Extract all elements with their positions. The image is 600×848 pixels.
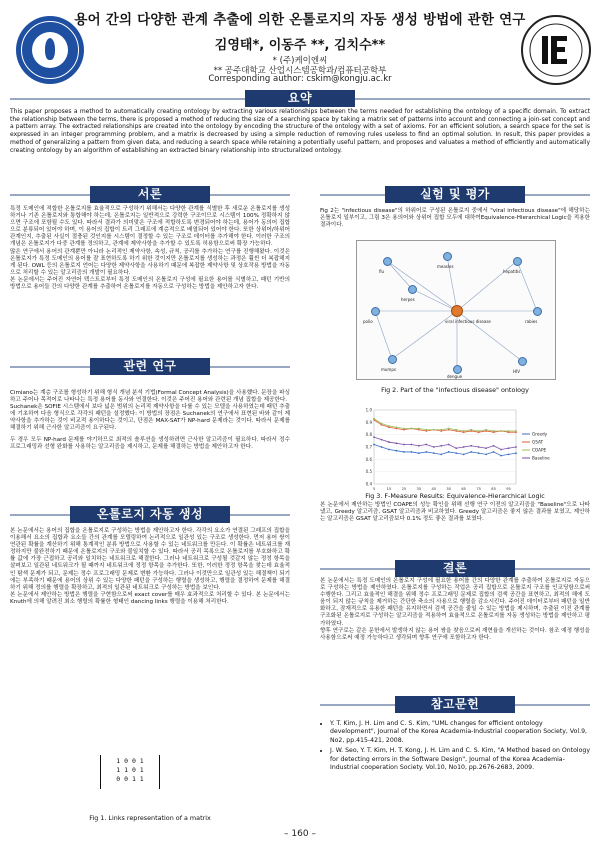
affiliation-1: * (주)케이엔씨 — [272, 56, 328, 66]
data-point — [515, 446, 517, 448]
data-point — [403, 444, 405, 446]
conclusion-text — [320, 578, 590, 642]
data-point — [508, 430, 510, 432]
intro-heading: 서론 — [90, 186, 210, 203]
data-point — [478, 452, 480, 454]
references-list — [320, 720, 590, 774]
references-heading: 참고문헌 — [395, 696, 515, 713]
ontology-label: HIV — [513, 369, 520, 374]
data-point — [455, 429, 457, 431]
data-point — [396, 450, 398, 452]
ontology-node — [443, 252, 452, 261]
data-point — [425, 451, 427, 453]
y-tick-label: 0.7 — [365, 444, 372, 450]
conclusion-heading: 결론 — [395, 560, 515, 577]
data-point — [508, 447, 510, 449]
ontology-node — [533, 307, 542, 316]
fmeasure-chart — [356, 404, 556, 496]
intro-paragraph-1: 특정 도메인에 적합한 온톨로지를 효율적으로 구성하기 위해서는 다양한 관계를 식별한 후 새로운 온톨로지를 생성하거나 기존 온톨로지와 통합해야 하는데, 온톨로지는 일반적으로 강력한 구조이므로 시스템이 100% 정확하지 않으면 구조에 포함될 수도 있다. 따라서 결과가 의미맞은 구조에 적합하도록 변경되어야 하는데, 용어가 동의어 집합으로 분류되어 있어야 하며, 이 용어의 집합이 트리 그래프에 계층적으로 배열되어 있어야 한다. 또한 상위어/하위어 관계인지, 추출된 사실이 절충된 것인지를 시스템이 결정할 수 있는 구조로 데이터를 추가해야 한다. 이러한 구조의 개념은 온톨로지가 다중 관계를 정의하고, 관계에 제약사항을 추가할 수 있도록 허용함으로써 확장 가능하다. — [10, 206, 290, 248]
ontology-graph — [356, 240, 556, 380]
matrix-row: 0 0 1 1 — [116, 775, 144, 783]
reference-item: • J. W. Seo, Y. T. Kim, H. T. Kong, J. H. Lim and C. S. Kim, "A Method based on Ontology for detecting errors in the Software Design", Journal of the Korea Academia-Industrial cooperation Society. Vol.10, No10, pp.2676-2683, 2009. — [330, 747, 590, 772]
ontology-label: hepatitis — [503, 269, 521, 274]
ontology-label: rabies — [525, 319, 538, 324]
data-point — [373, 444, 375, 446]
data-point — [463, 446, 465, 448]
data-point — [433, 429, 435, 431]
data-point — [463, 454, 465, 456]
method-paragraph-2: 본 논문에서 제안하는 방법은 행렬을 구현함으로써 exact cover를 매우 효과적으로 처리할 수 있다. 본 논문에서는 Knuth에 의해 알려진 최소 행렬의 확률한 형태인 dancing links 행렬을 이용해 처리한다. — [10, 591, 290, 605]
conclusion-paragraph-1: 본 논문에서는 특정 도메인의 온톨로지 구성에 필요한 용어를 간의 다양한 관계를 추출하여 온톨로지로 자동으로 구성하는 방법을 제안하였다. 온톨로지를 구성하는 작업은 공리 집합으로 온톨로지 구조를 인코딩함으로써 수행한다. 그리고 효율적인 해결을 위해 정수 프로그래밍 문제로 집합의 검색 공간을 표현하고, 최적의 해에 도움이 되지 않는 규칙을 제거하는 간단한 축소의 사용으로 행렬을 감소시킨다. 주어진 데이터로부터 패턴을 일반화하고, 잠재적으로 유용한 패턴을 유지하면서 검색 공간을 줄일 수 있는 방법을 제시하며, 추출된 이진 관계를 구조화된 온톨로지로 구성하는 알고리즘을 적용하여 효율적으로 온톨로지를 자동 생성하는 방법을 제안하고 평가하였다. — [320, 578, 590, 627]
legend-label: COAPE — [532, 447, 547, 453]
x-tick-label: 15 — [386, 487, 392, 491]
y-tick-label: 1.0 — [365, 407, 372, 413]
related-paragraph-3: 두 경우 모두 NP-hard 문제를 야기하므로 최적의 솔루션을 생성하려면 근사한 알고리즘이 필요하다. 따라서 정수 프로그래밍과 선형 완화를 사용하는 알고리즘을 제시하고, 문제를 해결하는 방법을 제안하고자 한다. — [10, 436, 290, 450]
method-paragraph-1: 본 논문에서는 용어의 집합을 온톨로지로 구성하는 방법을 제안하고자 한다. 각각의 요소가 연결된 그래프의 집합을 이용해서 요소의 집합과 요소들 간의 관계를 모델링하여 논리적으로 일관성 있는 구조로 생성한다. 먼저 용어 쌍이 연관된 확률을 계산하기 위해 통계적인 분류 방법으로 사용할 수 있는 네트워크를 만든다. 이 확률은 네트워크를 재정하지만 불완전하기 때문에 온톨로지의 구조와 불일치할 수 있다. 따라서 공리 목록으로 온톨로지를 부호화하고 확률 값에 가장 근접하고 공리와 일치하는 네트워크로 해결한다. 그러나 네트워크로 구성될 것같지 않는 정정 항목을 살펴보고 일관된 네트워크가 될 때까지 네트워크에 정정 항목을 추가한다. 또한, 이러한 정정 항목을 찾는데 효율적인 탐색 문제가 되고, 문제는 정수 프로그래밍 문제로 변환 가능하다. 그러나 이것만으로 일관성 있는 해결책이 되기에는 부족하기 때문에 용어의 상위 수 있는 다양한 패턴을 구성하는 행렬을 생성하고, 행렬을 결정하여 문제를 해결하기 위해 정의를 행렬을 확장하고, 최적의 일관된 네트워크로 구성하는 방법을 보인다. — [10, 528, 290, 591]
data-point — [485, 447, 487, 449]
data-point — [455, 447, 457, 449]
ontology-label: measles — [437, 264, 454, 269]
data-point — [381, 446, 383, 448]
intro-text — [10, 206, 290, 291]
data-point — [485, 429, 487, 431]
affiliation-2: ** 공주대학교 산업시스템공학과/컴퓨터공학부 — [213, 66, 387, 76]
corresponding-author: Corresponding author: cskim@kongju.ac.kr — [208, 74, 392, 84]
experiment-text-2: 본 논문에서 제안하는 방법인 COAPE의 성능 확인을 위해 선행 연구 이전의 알고리즘을 "Baseline"으로 나타냈고, Greedy 알고리즘, GSAT 알고리즘과 비교하였다. Greedy 알고리즘은 좋지 않은 결과를 보였고, 제안하는 알고리즘은 GSAT 알고리즘보다 0.1% 정도 좋은 결과를 보였다. — [320, 502, 590, 523]
y-tick-label: 0.9 — [365, 419, 372, 425]
data-point — [381, 423, 383, 425]
abstract-text: This paper proposes a method to automatically creating ontology by extracting various relationships between the terms needed for establishing the ontology of a specific domain. To extract the relationship between the terms, there is proposed a method of reducing the size of a searching space by taking a matrix set of patterns into account and connecting a join-set concept and a pattern array. The extracted relationships are created into the ontology by encoding the structure of the ontology with a set of axioms. For an efficient solution, a search space for the set is expressed in an integer programming problem, and a matrix is decreased by using a simple reduction of removing rules useless to find an optimal solution. In result, this paper provides a method of generalizing a pattern from given data, and reducing a search space while retaining a potentially useful pattern, and proposes and valuates a method of efficiently and automatically creating ontology by an algorithm of establishing an extracted binary relationship into structuralized ontology. — [10, 108, 590, 154]
data-point — [440, 429, 442, 431]
data-point — [418, 452, 420, 454]
x-tick-label: 35 — [416, 487, 422, 491]
data-point — [373, 436, 375, 438]
data-point — [433, 446, 435, 448]
fig1-caption: Fig 1. Links representation of a matrix — [89, 814, 211, 822]
experiment-text-1: Fig 2는 "infectious disease"의 하위어로 구성된 온톨로지 중에서 "viral infectious disease"에 해당하는 온톨로지 일부이고, 그림 3은 용의어와 상위어 집합 모두에 대하여Equivalence-Hierarchical Logic을 적용한 결과이다. — [320, 208, 590, 229]
y-tick-label: 0.6 — [365, 456, 372, 462]
data-point — [418, 428, 420, 430]
matrix-row: 1 0 0 1 — [116, 757, 144, 765]
data-point — [410, 451, 412, 453]
data-point — [403, 428, 405, 430]
legend-label: Greedy — [532, 431, 548, 437]
data-point — [396, 426, 398, 428]
related-paragraph-1: Cimiano는 계층 구조를 형성하기 위해 형식 개념 분석 기법(Formal Concept Analysis)을 사용했다. 문장을 파싱하고 주어나 목적어로 나타나는 특정 용어를 동사와 연결한다. 이것은 주어진 용어와 관련된 개념 집합을 제공한다. — [10, 390, 290, 404]
data-point — [388, 449, 390, 451]
intro-paragraph-2: 많은 연구에서 용어의 관계뿐만 아니라 논리적인 제약사항, 속성, 규칙, 공리를 추가하는 연구를 진행해왔다. 이것은 온톨로지가 특정 도메인의 용어를 잘 표현하도록 하기 위한 것이지만 온톨로지를 생성하는 과정은 훨씬 더 복잡해지게 된다. OWL 등의 온톨로지 언어는 다양한 제약사항을 사용하기 때문에 복잡한 제약사항 및 상호작용 방법을 자동으로 처리할 수 있는 알고리즘의 개발이 필요하다. — [10, 248, 290, 276]
data-point — [410, 428, 412, 430]
ontology-node — [518, 357, 527, 366]
legend-label: Baseline — [532, 455, 550, 461]
data-point — [515, 452, 517, 454]
data-point — [448, 444, 450, 446]
data-point — [381, 439, 383, 441]
x-tick-label: 55 — [446, 487, 452, 491]
data-point — [470, 429, 472, 431]
data-point — [410, 444, 412, 446]
x-tick-label: 45 — [431, 487, 437, 491]
data-point — [478, 446, 480, 448]
data-point — [500, 455, 502, 457]
x-tick-label: 5 — [372, 487, 376, 491]
method-text — [10, 528, 290, 606]
x-tick-label: 65 — [461, 487, 466, 491]
y-tick-label: 0.8 — [365, 432, 372, 438]
data-point — [478, 430, 480, 432]
legend-label: GSAT — [532, 439, 544, 445]
reference-item: • Y. T. Kim, J. H. Lim and C. S. Kim, "UML changes for efficient ontology development", Journal of the Korea Academia-Industrial cooperation Society, Vol.9, No2, pp.415-421, 2008. — [330, 720, 590, 745]
method-heading: 온톨로지 자동 생성 — [70, 506, 230, 523]
ontology-node — [371, 307, 380, 316]
ontology-node — [388, 355, 397, 364]
authors: 김영태*, 이동주 **, 김치수** — [214, 38, 386, 53]
data-point — [440, 445, 442, 447]
ontology-label: herpes — [401, 297, 415, 302]
ontology-node — [451, 305, 463, 317]
matrix-row: 1 1 0 1 — [116, 766, 144, 774]
data-point — [425, 429, 427, 431]
conclusion-paragraph-2: 향후 연구로는 같은 문헌에서 발생하지 않는 용어 쌍을 찾음으로써 재현율을 개선하는 것이다. 참조 예정 행성을 사용함으로써 예정 가능하다고 생각되며 향후 연구에 포함하고자 한다. — [320, 627, 590, 641]
x-tick-label: 25 — [401, 487, 407, 491]
related-paragraph-2: Suchanek은 SOFIE 시스템에서 보다 넓은 범위의 논리적 제약사항을 다룰 수 있는 모델을 사용하였는데 패턴 추출에 기초하여 다음 형식으로 각각의 패턴을 설정했다: 이 방법의 장점은 Suchanek의 연구에서 표현된 바와 같이 제약사항을 추가하는 것이 비교적 용이하다는 것이고, 단점은 MAX-SAT가 NP-hard 문제라는 것이다. 따라서 문제를 해결하기 위해 근사한 알고리즘이 요구된다. — [10, 404, 290, 432]
page-number: – 160 – — [284, 829, 316, 839]
related-text — [10, 390, 290, 451]
ontology-label: polio — [363, 319, 373, 324]
ontology-node — [513, 257, 522, 266]
y-tick-label: 0.5 — [365, 469, 372, 475]
data-point — [403, 451, 405, 453]
data-point — [493, 445, 495, 447]
ontology-label: dengue — [447, 374, 463, 379]
data-point — [508, 454, 510, 456]
data-point — [388, 425, 390, 427]
related-heading: 관련 연구 — [90, 358, 210, 375]
links-matrix — [100, 755, 160, 789]
data-point — [500, 449, 502, 451]
x-tick-label: 75 — [476, 487, 481, 491]
ontology-node — [408, 285, 417, 294]
data-point — [425, 444, 427, 446]
data-point — [455, 452, 457, 454]
data-point — [463, 430, 465, 432]
data-point — [448, 451, 450, 453]
data-point — [493, 451, 495, 453]
data-point — [373, 418, 375, 420]
data-point — [470, 451, 472, 453]
ontology-node — [453, 365, 462, 374]
data-point — [470, 445, 472, 447]
data-point — [388, 441, 390, 443]
fig3-caption: Fig 3. F-Measure Results: Equivalence-Hierarchical Logic — [365, 492, 545, 500]
data-point — [485, 454, 487, 456]
ontology-label: flu — [379, 269, 385, 274]
data-point — [396, 442, 398, 444]
data-point — [515, 430, 517, 432]
ontology-label: viral infectious disease — [445, 319, 491, 324]
abstract-heading: 요약 — [245, 90, 355, 107]
x-tick-label: 85 — [491, 487, 496, 491]
y-tick-label: 0.4 — [365, 481, 372, 487]
poster-title: 용어 간의 다양한 관계 추출에 의한 온톨로지의 자동 생성 방법에 관한 연구 — [74, 12, 526, 28]
intro-paragraph-3: 본 논문에서는 주어진 자연어 텍스트로부터 특정 도메인의 온톨로지 구성에 필요한 용어를 식별하고, 패턴 기반의 방법으로 용어들 간의 다양한 관계를 추출하여 온톨로지를 자동으로 구성하는 방법을 제안하고자 한다. — [10, 276, 290, 291]
data-point — [418, 445, 420, 447]
data-point — [433, 452, 435, 454]
data-point — [493, 430, 495, 432]
ontology-node — [383, 257, 392, 266]
data-point — [440, 454, 442, 456]
x-tick-label: 95 — [506, 487, 511, 491]
experiment-heading: 실험 및 평가 — [385, 186, 525, 203]
data-point — [448, 428, 450, 430]
ontology-label: mumps — [381, 367, 396, 372]
fig2-caption: Fig 2. Part of the "infectious disease" ontology — [381, 386, 529, 394]
data-point — [500, 430, 502, 432]
